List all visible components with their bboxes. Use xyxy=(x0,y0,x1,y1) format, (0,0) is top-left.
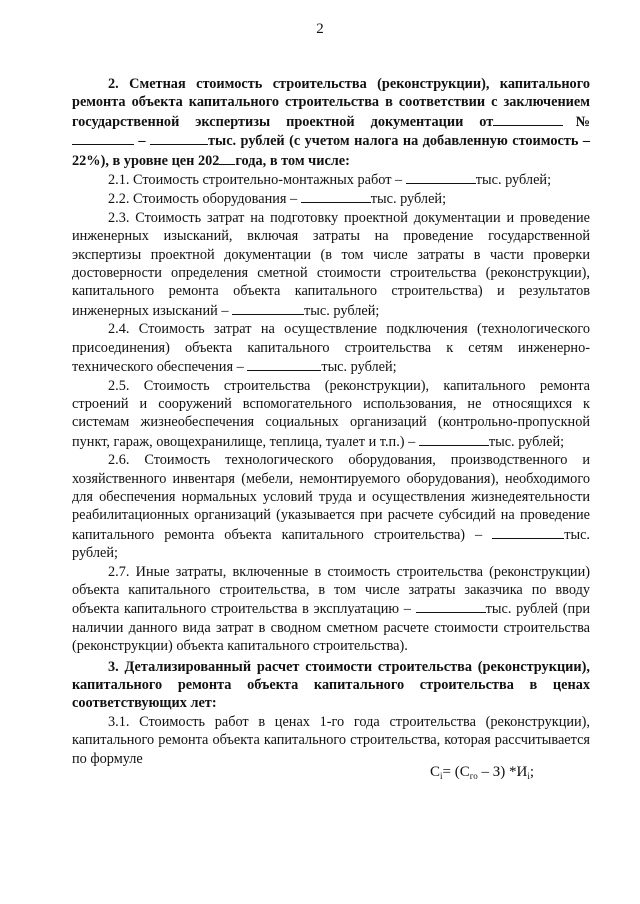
item-2-5-unit: тыс. рублей; xyxy=(488,433,565,450)
item-2-4-blank xyxy=(247,357,321,371)
item-2-1 xyxy=(72,170,590,189)
amount-blank xyxy=(150,131,208,145)
item-2-4-text: 2.4. Стоимость затрат на осуществление подключения (технологического присоединения) объекта капитального строительства к сетям инженерно-технического обеспечения – xyxy=(72,321,590,376)
item-2-6-blank xyxy=(492,525,564,539)
item-2-1-unit: тыс. рублей; xyxy=(475,172,552,189)
number-blank xyxy=(72,131,134,145)
item-2-5 xyxy=(72,377,590,452)
item-2-3-blank xyxy=(232,301,304,315)
formula-minus-z: – З) *И xyxy=(477,764,528,780)
year-blank xyxy=(219,151,235,165)
page-number: 2 xyxy=(316,21,324,37)
item-2-6-unit: тыс. рублей; xyxy=(72,526,590,562)
number-sign: № xyxy=(563,113,590,130)
item-2-2-blank xyxy=(301,189,371,203)
section-2-unit-line: тыс. рублей (с учетом налога на добавленную стоимость – 22%), в уровне цен 202 xyxy=(72,133,590,169)
cost-formula xyxy=(430,763,534,781)
section-2-heading: 2. Сметная стоимость строительства (реконструкции), капитального ремонта объекта капитального строительства в соответствии с заключением государственной экспертизы проектной документации от № – тыс. рублей (с учетом налога на добавленную стоимость – 22%), в уровне цен 202 года, в том числе: xyxy=(72,76,590,169)
item-2-7-text: 2.7. Иные затраты, включенные в стоимость строительства (реконструкции) объекта капитального строительства, в том числе затраты заказчика по вводу объекта капитального строительства в эксплуатацию – xyxy=(72,563,590,618)
item-2-2 xyxy=(72,189,590,208)
item-2-7 xyxy=(72,563,590,656)
section-3-heading: 3. Детализированный расчет стоимости строительства (реконструкции), капитального ремонта объекта капитального строительства в ценах соответствующих лет: xyxy=(72,658,590,712)
item-2-2-text: 2.2. Стоимость оборудования – xyxy=(108,191,301,208)
item-2-1-blank xyxy=(406,170,476,184)
item-2-3-unit: тыс. рублей; xyxy=(304,302,380,319)
section-2-year-tail: года, в том числе: xyxy=(235,152,350,169)
item-2-4-unit: тыс. рублей; xyxy=(321,359,397,376)
formula-sub-i2: i xyxy=(527,771,530,781)
section-2-heading-text: 2. Сметная стоимость строительства (реконструкции), капитального ремонта объекта капитального строительства в соответствии с заключением государственной экспертизы проектной документации от xyxy=(72,76,590,130)
formula-c: C xyxy=(430,764,441,780)
formula-eq-open: = (C xyxy=(442,764,470,780)
formula-sub-ro: го xyxy=(469,771,478,781)
item-2-2-unit: тыс. рублей; xyxy=(370,191,447,208)
date-blank xyxy=(493,112,563,126)
item-2-5-text: 2.5. Стоимость строительства (реконструкции), капитального ремонта строений и сооружений вспомогательного использования, не относящихся к системам жизнеобеспечения социальных организаций (контрольно-пропускной пункт, гараж, овощехранилище, теплица, туалет и т.п.) – xyxy=(72,377,590,450)
item-3-1: 3.1. Стоимость работ в ценах 1-го года строительства (реконструкции), капитального ремонта объекта капитального строительства, которая рассчитывается по формуле xyxy=(72,713,590,767)
item-2-1-text: 2.1. Стоимость строительно-монтажных работ – xyxy=(108,172,406,189)
item-2-6 xyxy=(72,451,590,562)
document-body xyxy=(72,75,590,768)
formula-end: ; xyxy=(529,764,534,780)
item-2-7-blank xyxy=(416,599,486,613)
item-2-7-unit: тыс. рублей (при наличии данного вида затрат в сводном сметном расчете стоимости строительства (реконструкции) объекта капитального строительства). xyxy=(72,601,590,655)
formula-sub-i: i xyxy=(440,771,443,781)
item-2-3-text: 2.3. Стоимость затрат на подготовку проектной документации и проведение инженерных изысканий, включая затраты на проведение государственной экспертизы проектной документации (в том числе затраты в части проверки достоверности определения сметной стоимости строительства (реконструкции), капитального ремонта объекта капитального строительства) и результатов инженерных изысканий – xyxy=(72,209,590,319)
item-2-5-blank xyxy=(419,432,489,446)
item-2-4 xyxy=(72,320,590,376)
item-2-6-text: 2.6. Стоимость технологического оборудования, производственного и хозяйственного инвентаря (мебели, немонтируемого оборудования), необходимого для обеспечения нормальных условий труда и осуществления жизнедеятельности реабилитационных организаций (указывается при расчете субсидий на проведение капитального ремонта объекта капитального строительства) – xyxy=(72,452,590,543)
item-2-3 xyxy=(72,209,590,320)
